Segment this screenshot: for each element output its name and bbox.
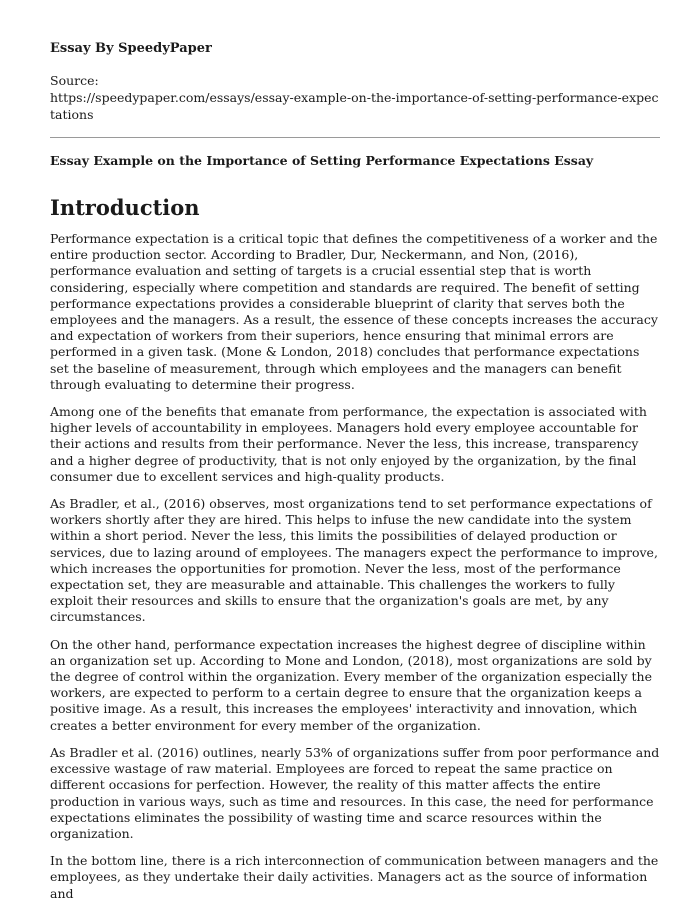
paragraph: As Bradler, et al., (2016) observes, most organizations tend to set performance expectations of workers shortly after they are hired. This helps to infuse the new candidate into the system within a short period. Never the less, this limits the possibilities of delayed production or services, due to lazing around of employees. The managers expect the performance to improve, which increases the opportunities for promotion. Never the less, most of the performance expectation set, they are measurable and attainable. This challenges the workers to fully exploit their resources and skills to ensure that the organization's goals are met, by any circumstances. [50,496,658,625]
source-url[interactable]: https://speedypaper.com/essays/essay-example-on-the-importance-of-setting-performance-expectations [50,90,659,122]
essay-title: Essay Example on the Importance of Setting Performance Expectations Essay [50,153,594,168]
header-divider [50,137,660,138]
paragraph: Performance expectation is a critical topic that defines the competitiveness of a worker and the entire production sector. According to Bradler, Dur, Neckermann, and Non, (2016), performance evaluation and setting of targets is a crucial essential step that is worth considering, especially where competition and standards are required. The benefit of setting performance expectations provides a considerable blueprint of clarity that serves both the employees and the managers. As a result, the essence of these concepts increases the accuracy and expectation of workers from their superiors, hence ensuring that minimal errors are performed in a given task. (Mone & London, 2018) concludes that performance expectations set the baseline of measurement, through which employees and the managers can benefit through evaluating to determine their progress. [50,231,658,392]
paragraph: On the other hand, performance expectation increases the highest degree of discipline within an organization set up. According to Mone and London, (2018), most organizations are sold by the degree of control within the organization. Every member of the organization especially the workers, are expected to perform to a certain degree to ensure that the organization keeps a positive image. As a result, this increases the employees' interactivity and innovation, which creates a better environment for every member of the organization. [50,636,653,733]
section-heading-introduction: Introduction [50,195,200,220]
document-page [50,40,660,913]
paragraph: In the bottom line, there is a rich interconnection of communication between managers and the employees, as they undertake their daily activities. Managers act as the source of information and [50,853,659,901]
paragraph: Among one of the benefits that emanate from performance, the expectation is associated with higher levels of accountability in employees. Managers hold every employee accountable for their actions and results from their performance. Never the less, this increase, transparency and a higher degree of productivity, that is not only enjoyed by the organization, by the final consumer due to excellent services and high-quality products. [50,404,647,484]
source-label: Source: [50,73,99,88]
paragraph: As Bradler et al. (2016) outlines, nearly 53% of organizations suffer from poor performance and excessive wastage of raw material. Employees are forced to repeat the same practice on different occasions for perfection. However, the reality of this matter affects the entire production in various ways, such as time and resources. In this case, the need for performance expectations eliminates the possibility of wasting time and scarce resources within the organization. [50,744,660,841]
document-header-title: Essay By SpeedyPaper [50,41,212,56]
